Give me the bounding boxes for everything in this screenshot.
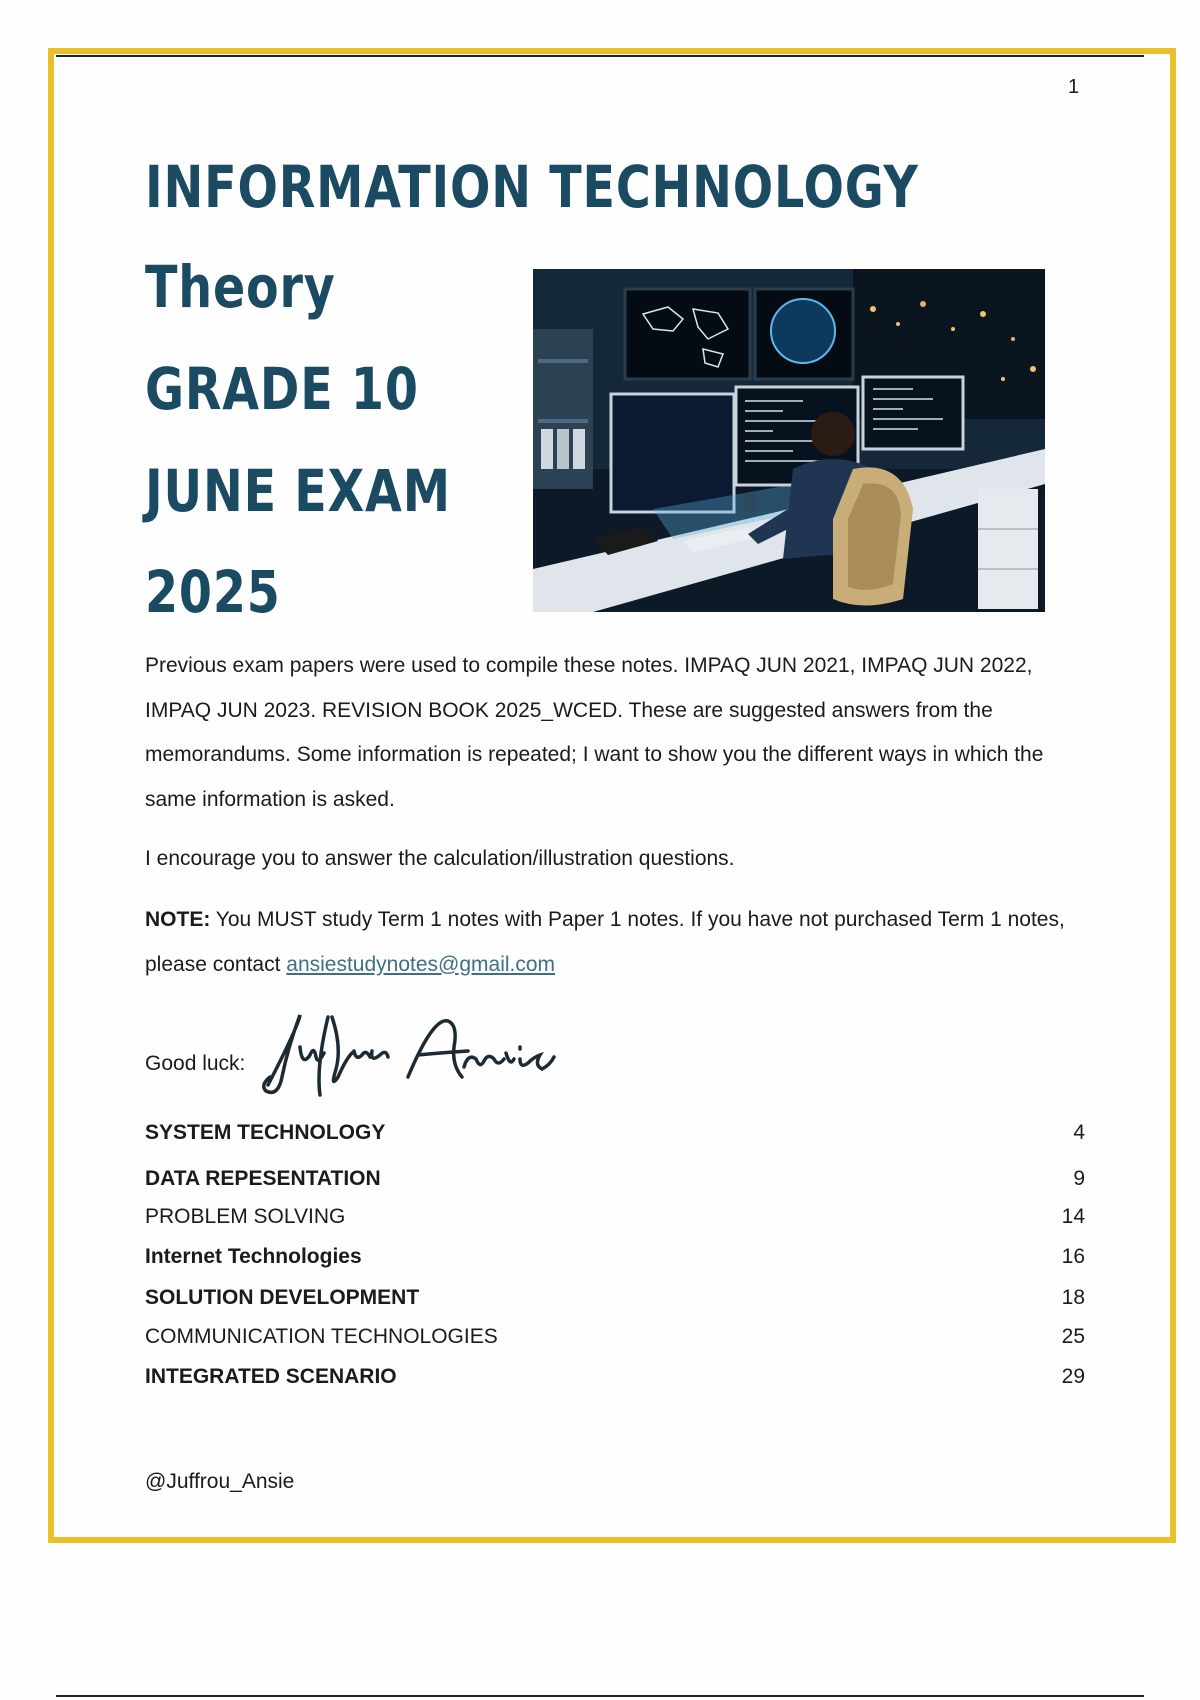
note-paragraph [145,898,1090,987]
note-text: You MUST study Term 1 notes with Paper 1 notes. If you have not purchased Term 1 notes, please contact [145,908,1065,976]
toc-item-title: SYSTEM TECHNOLOGY [145,1121,386,1144]
toc-item-title: Internet Technologies [145,1245,362,1268]
toc-item-page: 16 [1061,1245,1085,1268]
note-label: NOTE: [145,908,211,931]
toc-item-communication-technologies[interactable] [145,1325,1085,1355]
toc-item-page: 29 [1061,1365,1085,1388]
toc-item-page: 18 [1061,1286,1085,1309]
email-link[interactable]: ansiestudynotes@gmail.com [286,952,556,976]
toc-item-page: 9 [1073,1167,1085,1190]
toc-item-internet-technologies[interactable] [145,1245,1085,1275]
title-line-4: JUNE EXAM [145,457,451,525]
author-handle: @Juffrou_Ansie [145,1470,295,1493]
good-luck-label: Good luck: [145,1052,246,1075]
title-line-2: Theory [145,253,336,321]
intro-paragraph: Previous exam papers were used to compile these notes. IMPAQ JUN 2021, IMPAQ JUN 2022, IMPAQ JUN 2023. REVISION BOOK 2025_WCED. These are suggested answers from the memorandums. Some information is repeated; I want to show you the different ways in which the same information is asked. [145,654,1044,811]
title-line-5: 2025 [145,558,281,626]
toc-item-page: 14 [1061,1205,1085,1228]
toc-item-page: 25 [1061,1325,1085,1348]
toc-item-title: COMMUNICATION TECHNOLOGIES [145,1325,498,1348]
page-number: 1 [1068,76,1080,98]
title-line-1: INFORMATION TECHNOLOGY [145,153,919,221]
toc-item-title: INTEGRATED SCENARIO [145,1365,397,1388]
toc-item-title: SOLUTION DEVELOPMENT [145,1286,420,1309]
footer-rule [56,1695,1144,1697]
toc-item-title: DATA REPESENTATION [145,1167,381,1190]
toc-item-system-technology[interactable] [145,1121,1085,1151]
title-line-3: GRADE 10 [145,355,419,423]
toc-item-page: 4 [1073,1121,1085,1144]
toc-item-solution-development[interactable] [145,1286,1085,1316]
toc-item-data-representation[interactable] [145,1167,1085,1197]
signature [258,1007,558,1107]
toc-item-problem-solving[interactable] [145,1205,1085,1235]
encouragement-paragraph: I encourage you to answer the calculation/illustration questions. [145,847,735,870]
cover-photo [533,269,1045,612]
toc-item-title: PROBLEM SOLVING [145,1205,346,1228]
toc-item-integrated-scenario[interactable] [145,1365,1085,1395]
